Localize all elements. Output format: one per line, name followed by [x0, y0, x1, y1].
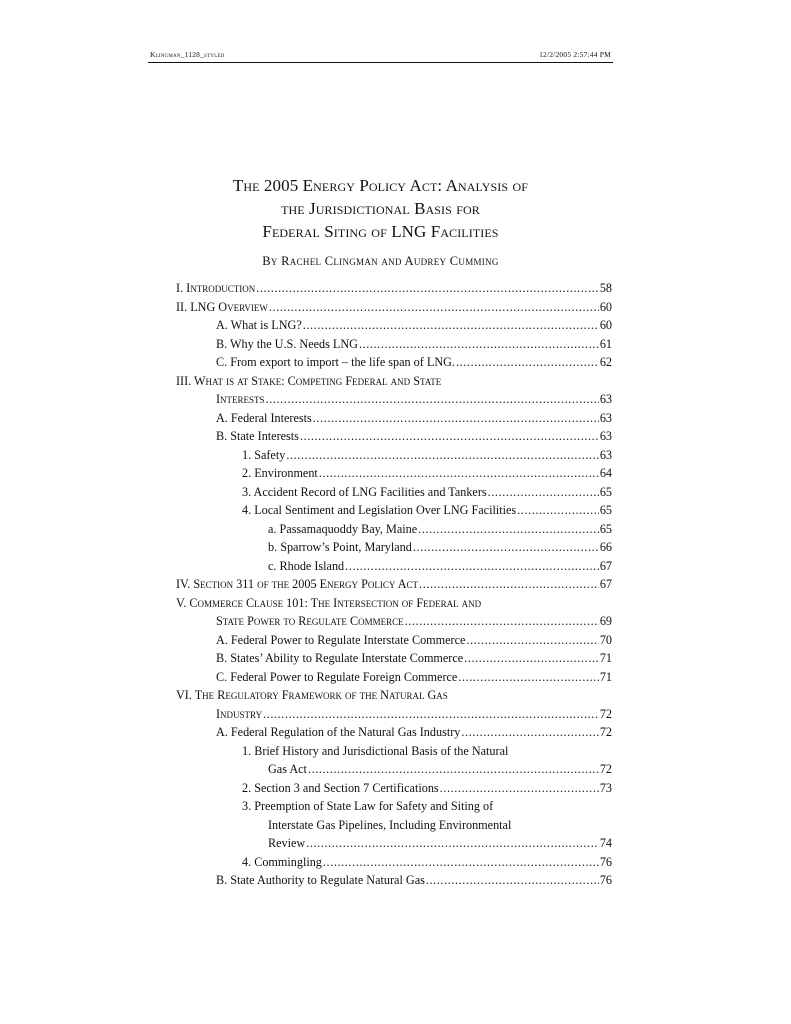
toc-page-number: 65 — [599, 521, 612, 536]
toc-leader-dots — [256, 279, 599, 298]
title-line: The 2005 Energy Policy Act: Analysis of — [232, 176, 529, 195]
toc-entry-title: 2. Environment — [242, 466, 318, 480]
toc-page-number: 60 — [599, 318, 612, 332]
toc-leader-dots — [323, 853, 599, 872]
toc-entry — [176, 797, 612, 853]
toc-page-number: 63 — [599, 429, 612, 443]
toc-leader-dots — [313, 409, 599, 428]
toc-entry-title: 4. Local Sentiment and Legislation Over LNG Facilities — [242, 503, 517, 517]
running-header-right: 12/2/2005 2:57:44 PM — [539, 50, 611, 59]
toc-entry-heading: VI. The Regulatory Framework of the Natural Gas — [176, 688, 448, 702]
toc-page-number: 71 — [599, 669, 612, 684]
toc-leader-dots — [488, 483, 599, 502]
toc-leader-dots — [413, 538, 599, 557]
toc-leader-dots — [266, 390, 599, 409]
toc-entry — [176, 538, 612, 557]
toc-entry — [176, 279, 612, 298]
toc-entry-title: C. From export to import – the life span of LNG. — [216, 355, 455, 369]
toc-entry-heading: 1. Brief History and Jurisdictional Basis of the Natural — [242, 743, 509, 758]
toc-page-number: 63 — [599, 410, 612, 425]
toc-entry — [176, 316, 612, 335]
toc-leader-dots — [418, 520, 599, 539]
toc-entry-title: 4. Commingling — [242, 854, 322, 869]
toc-entry — [176, 631, 612, 650]
toc-page-number: 60 — [599, 299, 612, 314]
toc-page-number: 58 — [599, 281, 612, 295]
toc-entry-title: B. States’ Ability to Regulate Interstate Commerce — [216, 651, 464, 665]
toc-leader-dots — [440, 779, 599, 798]
toc-leader-dots — [419, 575, 599, 594]
toc-leader-dots — [461, 723, 598, 742]
toc-entry — [176, 742, 612, 779]
toc-entry — [176, 871, 612, 890]
table-of-contents — [176, 279, 612, 890]
toc-page-number: 74 — [599, 836, 612, 850]
toc-entry — [176, 464, 612, 483]
toc-leader-dots — [303, 316, 599, 335]
toc-entry — [176, 853, 612, 872]
toc-leader-dots — [306, 834, 599, 853]
toc-entry — [176, 779, 612, 798]
toc-entry-title: A. What is LNG? — [216, 318, 302, 332]
toc-page-number: 71 — [599, 651, 612, 665]
byline: By Rachel Clingman and Audrey Cumming — [262, 254, 499, 268]
toc-entry-title: C. Federal Power to Regulate Foreign Commerce — [216, 669, 458, 684]
toc-entry-heading: 3. Preemption of State Law for Safety and Siting of — [242, 799, 494, 813]
toc-page-number: 67 — [599, 577, 612, 591]
toc-entry-title: b. Sparrow’s Point, Maryland — [268, 540, 412, 554]
toc-page-number: 65 — [599, 484, 612, 499]
toc-page-number: 67 — [599, 558, 612, 573]
toc-page-number: 70 — [599, 632, 612, 647]
toc-entry-title: II. LNG Overview — [176, 299, 268, 314]
toc-entry-title: I. Introduction — [176, 281, 256, 295]
toc-entry — [176, 686, 612, 723]
toc-entry — [176, 501, 612, 520]
toc-entry-title: c. Rhode Island — [268, 558, 345, 573]
toc-entry-title: a. Passamaquoddy Bay, Maine — [268, 521, 418, 536]
toc-page-number: 62 — [599, 355, 612, 369]
toc-entry-title: B. Why the U.S. Needs LNG — [216, 336, 358, 351]
toc-entry — [176, 575, 612, 594]
toc-page-number: 73 — [599, 780, 612, 795]
toc-entry — [176, 668, 612, 687]
toc-entry — [176, 298, 612, 317]
toc-leader-dots — [464, 649, 599, 668]
toc-page-number: 63 — [599, 447, 612, 462]
toc-entry-title: Review — [268, 836, 306, 850]
toc-page-number: 64 — [599, 466, 612, 480]
toc-leader-dots — [517, 501, 599, 520]
toc-page-number: 65 — [599, 503, 612, 517]
toc-entry — [176, 446, 612, 465]
toc-entry-heading: III. What is at Stake: Competing Federal and State — [176, 373, 442, 388]
toc-entry-heading: V. Commerce Clause 101: The Intersection of Federal and — [176, 595, 482, 610]
toc-page-number: 76 — [599, 854, 612, 869]
toc-leader-dots — [300, 427, 599, 446]
article-title — [148, 174, 613, 243]
toc-entry — [176, 594, 612, 631]
toc-leader-dots — [286, 446, 598, 465]
toc-entry — [176, 483, 612, 502]
toc-leader-dots — [345, 557, 599, 576]
toc-page-number: 76 — [599, 873, 612, 887]
toc-page-number: 72 — [599, 706, 612, 721]
toc-page-number: 72 — [599, 725, 612, 739]
toc-leader-dots — [308, 760, 599, 779]
running-header-left: Klingman_1128_styled — [150, 50, 225, 59]
title-line: the Jurisdictional Basis for — [281, 199, 480, 218]
toc-entry-title: Gas Act — [268, 762, 307, 776]
toc-page-number: 66 — [599, 540, 612, 554]
toc-entry — [176, 723, 612, 742]
toc-leader-dots — [456, 353, 599, 372]
toc-page-number: 72 — [599, 762, 612, 776]
toc-leader-dots — [405, 612, 599, 631]
toc-leader-dots — [359, 335, 599, 354]
toc-leader-dots — [426, 871, 599, 890]
toc-entry-title: Interests — [216, 392, 265, 406]
toc-entry — [176, 427, 612, 446]
toc-page-number: 63 — [599, 392, 612, 406]
toc-entry — [176, 649, 612, 668]
toc-entry-title: 2. Section 3 and Section 7 Certifications — [242, 780, 439, 795]
running-header — [148, 50, 613, 63]
toc-leader-dots — [319, 464, 599, 483]
toc-entry — [176, 335, 612, 354]
toc-leader-dots — [458, 668, 598, 687]
toc-entry — [176, 353, 612, 372]
toc-entry-title: A. Federal Power to Regulate Interstate Commerce — [216, 632, 466, 647]
title-line: Federal Siting of LNG Facilities — [262, 222, 499, 241]
toc-entry — [176, 409, 612, 428]
toc-entry-title: B. State Authority to Regulate Natural Gas — [216, 873, 425, 887]
toc-entry — [176, 520, 612, 539]
toc-entry-title: A. Federal Interests — [216, 410, 312, 425]
toc-entry-title: A. Federal Regulation of the Natural Gas Industry — [216, 725, 461, 739]
toc-entry-title: IV. Section 311 of the 2005 Energy Policy Act — [176, 577, 419, 591]
toc-leader-dots — [263, 705, 599, 724]
toc-entry-title: Industry — [216, 706, 263, 721]
toc-leader-dots — [466, 631, 598, 650]
toc-entry-title: 1. Safety — [242, 447, 286, 462]
toc-entry — [176, 557, 612, 576]
toc-entry-title: 3. Accident Record of LNG Facilities and Tankers — [242, 484, 487, 499]
toc-entry — [176, 372, 612, 409]
toc-page-number: 61 — [599, 336, 612, 351]
toc-entry-title: State Power to Regulate Commerce — [216, 614, 404, 628]
toc-entry-heading: Interstate Gas Pipelines, Including Environmental — [268, 817, 512, 832]
toc-page-number: 69 — [599, 614, 612, 628]
toc-entry-title: B. State Interests — [216, 429, 299, 443]
toc-leader-dots — [269, 298, 599, 317]
